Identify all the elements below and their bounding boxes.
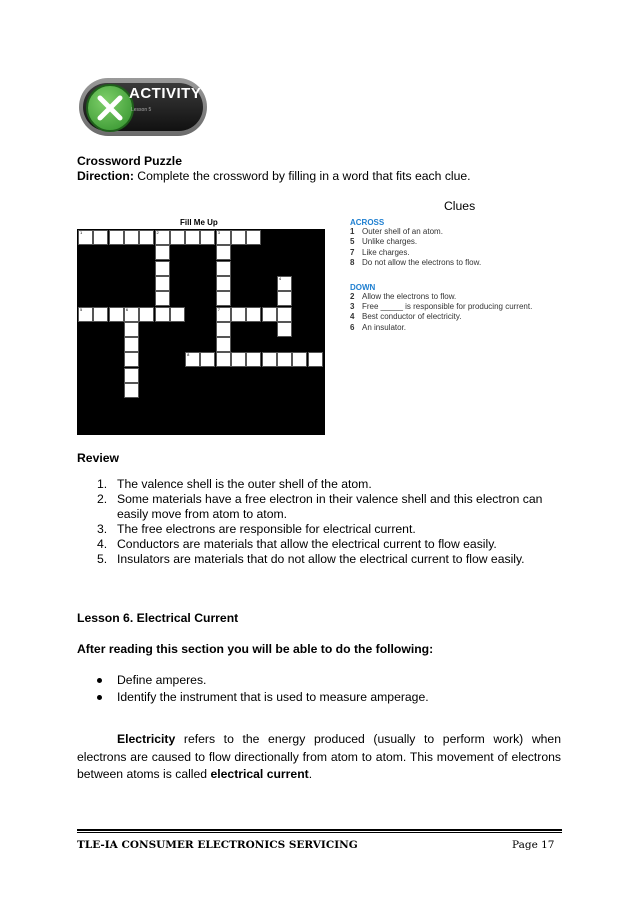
objectives-list	[77, 672, 567, 706]
clue-text: Like charges.	[362, 247, 410, 257]
crossword-cell[interactable]	[246, 307, 261, 322]
bullet-icon	[97, 695, 102, 700]
crossword-cell[interactable]	[216, 245, 231, 260]
across-heading: ACROSS	[350, 218, 385, 227]
footer-course: TLE-IA CONSUMER ELECTRONICS SERVICING	[77, 839, 358, 851]
cell-number: 5	[80, 306, 83, 312]
crossword-cell[interactable]	[216, 322, 231, 337]
crossword-cell[interactable]	[124, 307, 139, 322]
down-heading: DOWN	[350, 282, 376, 292]
clue-number: 2	[350, 291, 355, 301]
footer-rule-thin	[77, 832, 562, 833]
down-list	[350, 292, 590, 334]
direction-text: Complete the crossword by filling in a word that fits each clue.	[133, 169, 471, 183]
clues-label: Clues	[444, 199, 476, 213]
crossword-cell[interactable]	[93, 230, 108, 245]
crossword-cell[interactable]	[170, 230, 185, 245]
crossword-cell[interactable]	[124, 230, 139, 245]
across-clue	[350, 258, 590, 268]
down-clue	[350, 302, 590, 312]
term-electricity: Electricity	[117, 732, 176, 746]
crossword-cell[interactable]	[155, 230, 170, 245]
section-heading: Crossword Puzzle	[77, 154, 182, 168]
across-clue	[350, 237, 590, 247]
crossword-cell[interactable]	[93, 307, 108, 322]
cell-number: 6	[125, 306, 129, 312]
clue-number: 6	[350, 322, 355, 332]
crossword-cell[interactable]	[124, 322, 139, 337]
crossword-cell[interactable]	[109, 230, 124, 245]
crossword-cell[interactable]	[155, 276, 170, 291]
crossword-cell[interactable]	[308, 352, 323, 367]
crossword-cell[interactable]	[231, 352, 246, 367]
crossword-cell[interactable]	[139, 307, 154, 322]
clue-number: 4	[350, 312, 355, 322]
review-item: 5. Insulators are materials that do not allow the electrical current to flow easily.	[97, 552, 525, 566]
footer-page: Page 17	[512, 839, 555, 851]
crossword-cell[interactable]	[292, 352, 307, 367]
clue-text: Unlike charges.	[362, 237, 418, 247]
review-list	[77, 477, 567, 567]
crossword-cell[interactable]	[231, 230, 246, 245]
crossword-cell[interactable]	[216, 337, 231, 352]
clue-number: 3	[350, 302, 355, 312]
crossword-grid	[77, 229, 325, 435]
tools-icon	[86, 84, 134, 132]
crossword-cell[interactable]	[262, 307, 277, 322]
crossword-cell[interactable]	[109, 307, 124, 322]
cell-number: 8	[187, 352, 190, 358]
objectives-intro: After reading this section you will be able to do the following:	[77, 642, 434, 656]
clue-text: Allow the electrons to flow.	[362, 291, 457, 301]
crossword-cell[interactable]	[139, 230, 154, 245]
down-clue	[350, 323, 590, 333]
para-text: refers to the energy produced (usually to perform work) when electrons are caused to flow directionally from atom to atom. This movement of electrons between atoms is called	[77, 732, 561, 781]
clue-text: Outer shell of an atom.	[362, 227, 443, 236]
crossword-cell[interactable]	[246, 352, 261, 367]
cell-number: 7	[217, 306, 220, 312]
crossword-cell[interactable]	[124, 368, 139, 383]
review-item: 1. The valence shell is the outer shell of the atom.	[97, 477, 372, 491]
crossword-cell[interactable]	[185, 352, 200, 367]
crossword-cell[interactable]	[200, 352, 215, 367]
crossword-cell[interactable]	[216, 291, 231, 306]
term-electrical-current: electrical current	[210, 767, 309, 781]
crossword-cell[interactable]	[78, 230, 93, 245]
crossword-cell[interactable]	[124, 337, 139, 352]
clue-text: Best conductor of electricity.	[362, 312, 462, 322]
crossword-cell[interactable]	[78, 307, 93, 322]
review-item: 2. Some materials have a free electron in their valence shell and this electron can easily move from atom to atom.	[97, 492, 543, 521]
crossword-cell[interactable]	[246, 230, 261, 245]
puzzle-title: Fill Me Up	[180, 218, 218, 227]
crossword-cell[interactable]	[277, 352, 292, 367]
across-clue	[350, 227, 590, 237]
review-title: Review	[77, 451, 120, 465]
crossword-cell[interactable]	[277, 276, 292, 291]
cell-number: 3	[217, 230, 220, 235]
clue-number: 7	[350, 247, 355, 257]
crossword-cell[interactable]	[155, 261, 170, 276]
crossword-cell[interactable]	[277, 307, 292, 322]
lesson-title: Lesson 6. Electrical Current	[77, 611, 239, 625]
crossword-cell[interactable]	[216, 276, 231, 291]
badge-subtitle: Lesson 5	[131, 107, 152, 113]
direction	[77, 169, 471, 184]
crossword-cell[interactable]	[262, 352, 277, 367]
crossword-cell[interactable]	[124, 352, 139, 367]
down-clue	[350, 292, 590, 302]
crossword-cell[interactable]	[155, 307, 170, 322]
badge-title: ACTIVITY	[129, 85, 202, 102]
activity-badge	[79, 78, 209, 138]
objective-item: Define amperes.	[77, 672, 567, 689]
crossword-cell[interactable]	[216, 230, 231, 245]
clue-number: 5	[350, 237, 355, 247]
crossword-cell[interactable]	[155, 291, 170, 306]
across-clue	[350, 248, 590, 258]
objective-item: Identify the instrument that is used to measure amperage.	[77, 689, 567, 706]
review-item: 4. Conductors are materials that allow the electrical current to flow easily.	[97, 537, 497, 551]
clue-number: 8	[350, 258, 355, 268]
crossword-cell[interactable]	[231, 307, 246, 322]
electricity-paragraph	[77, 731, 561, 784]
cell-number: 4	[278, 275, 282, 281]
direction-label: Direction:	[77, 169, 134, 183]
crossword-cell[interactable]	[185, 230, 200, 245]
crossword-cell[interactable]	[170, 307, 185, 322]
crossword-cell[interactable]	[216, 307, 231, 322]
review-item: 3. The free electrons are responsible for electrical current.	[97, 522, 416, 536]
footer-rule	[77, 829, 562, 831]
clues-panel	[350, 218, 590, 333]
crossword-cell[interactable]	[277, 291, 292, 306]
clue-text: An insulator.	[362, 322, 407, 332]
clue-number: 1	[350, 227, 355, 236]
crossword-cell[interactable]	[216, 352, 231, 367]
crossword-cell[interactable]	[124, 383, 139, 398]
bullet-icon	[97, 678, 102, 683]
crossword-cell[interactable]	[200, 230, 215, 245]
crossword-cell[interactable]	[216, 261, 231, 276]
across-list	[350, 227, 590, 269]
cell-number: 2	[156, 230, 159, 235]
para-end: .	[308, 767, 313, 781]
clue-text: Free _____ is responsible for producing current.	[362, 302, 533, 312]
crossword-cell[interactable]	[277, 322, 292, 337]
clue-text: Do not allow the electrons to flow.	[362, 258, 482, 268]
cell-number: 1	[80, 230, 83, 235]
crossword-cell[interactable]	[155, 245, 170, 260]
down-clue	[350, 312, 590, 322]
